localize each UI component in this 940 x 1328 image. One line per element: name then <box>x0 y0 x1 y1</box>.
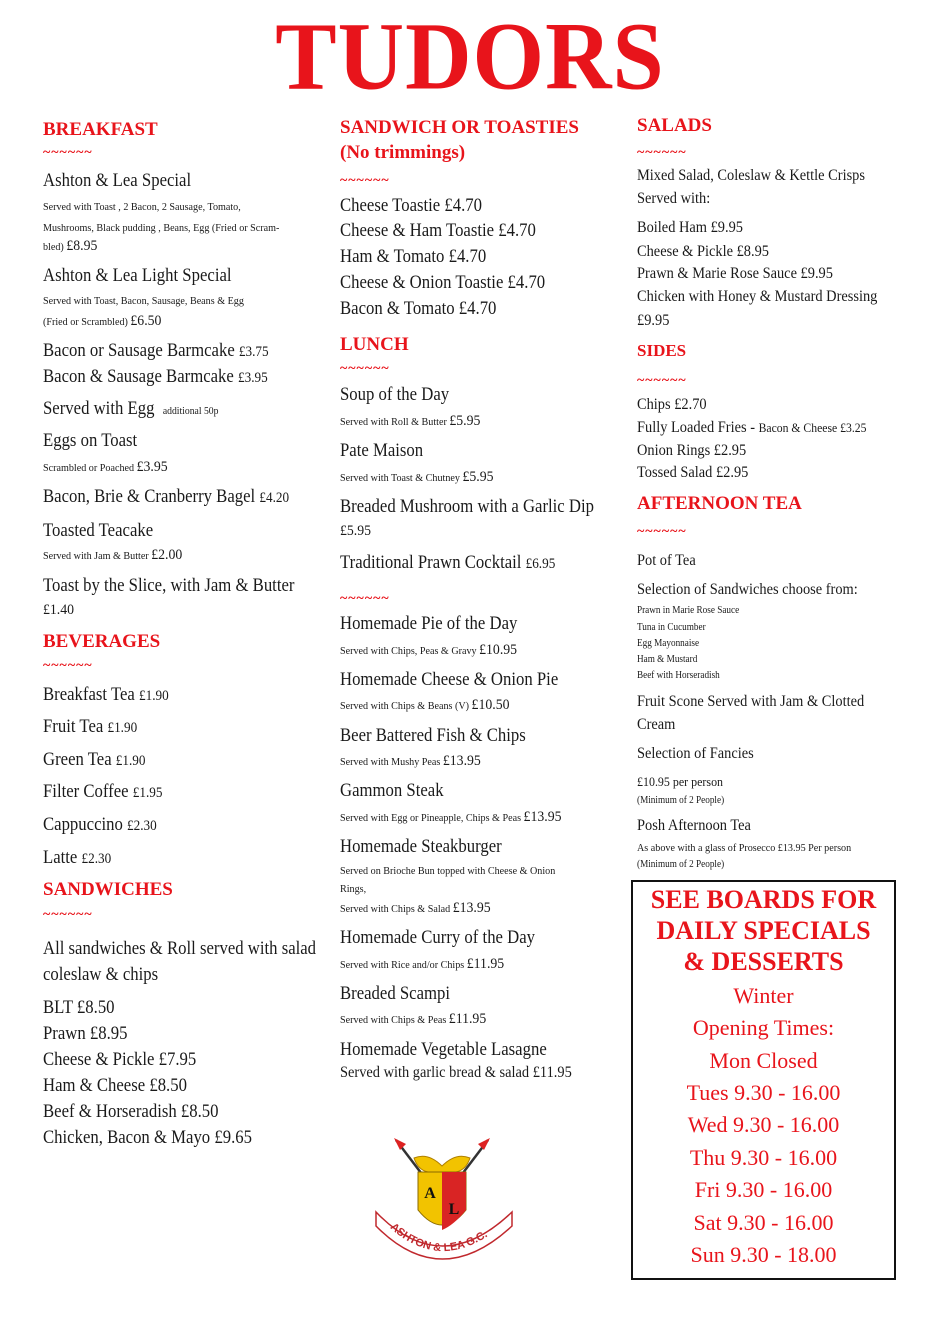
item-name: Bacon, Brie & Cranberry Bagel <box>43 486 256 507</box>
opening-hours: Mon Closed <box>709 1048 818 1073</box>
salads-intro: Mixed Salad, Coleslaw & Kettle Crisps <box>637 167 865 184</box>
item-description-text: Served with Chips & Beans (V) <box>340 700 470 712</box>
breakfast-heading: BREAKFAST <box>43 119 158 140</box>
item-description <box>340 1009 486 1030</box>
sandwich-filling: Ham & Mustard <box>637 654 698 665</box>
item-description <box>340 898 491 919</box>
item-description <box>340 467 494 488</box>
menu-item-name: Pate Maison <box>340 440 424 461</box>
menu-item <box>43 340 269 363</box>
opening-season: Winter <box>733 983 794 1008</box>
item-name: Fruit Tea <box>43 716 108 737</box>
sandwich-filling: Tuna in Cucumber <box>637 622 706 633</box>
menu-item <box>340 552 555 575</box>
beverage-item <box>43 814 157 837</box>
item-price: £3.95 <box>238 370 268 386</box>
menu-item-name: Homemade Vegetable Lasagne <box>340 1039 547 1060</box>
divider: ~~~~~~ <box>340 173 390 188</box>
side-item: Chips £2.70 <box>637 396 707 413</box>
item-price: £6.50 <box>130 313 162 329</box>
item-price-line <box>43 600 74 621</box>
divider: ~~~~~~ <box>43 658 93 673</box>
sandwich-item: Prawn £8.95 <box>43 1023 128 1044</box>
item-price: £8.95 <box>66 238 98 254</box>
side-item <box>637 417 866 439</box>
item-description: Rings, <box>340 883 367 895</box>
logo-letter: L <box>448 1201 460 1218</box>
menu-item-name: Eggs on Toast <box>43 430 138 451</box>
salad-item: Cheese & Pickle £8.95 <box>637 243 769 260</box>
item-description-text: Served with Chips, Peas & Gravy <box>340 645 477 657</box>
item-price: £13.95 <box>452 900 491 916</box>
opening-hours: Wed 9.30 - 16.00 <box>687 1112 840 1137</box>
item-name: Breakfast Tea <box>43 684 135 705</box>
item-description-text: Served with Toast & Chutney <box>340 472 460 484</box>
afternoon-tea-heading: AFTERNOON TEA <box>637 493 802 514</box>
toastie-item: Cheese Toastie £4.70 <box>340 195 483 216</box>
item-description <box>340 807 562 828</box>
tea-item: Posh Afternoon Tea <box>637 817 751 834</box>
menu-item-name: Homemade Steakburger <box>340 836 502 857</box>
divider: ~~~~~~ <box>637 524 687 539</box>
item-description-text: Served with Mushy Peas <box>340 756 441 768</box>
tea-minimum: (Minimum of 2 People) <box>637 795 725 806</box>
side-item: Tossed Salad £2.95 <box>637 464 749 481</box>
opening-hours: Fri 9.30 - 16.00 <box>694 1177 833 1202</box>
sandwiches-intro: All sandwiches & Roll served with salad <box>43 938 317 959</box>
menu-item-name: Homemade Cheese & Onion Pie <box>340 669 559 690</box>
item-price: £10.50 <box>471 697 510 713</box>
sandwich-item: Ham & Cheese £8.50 <box>43 1075 187 1096</box>
divider: ~~~~~~ <box>637 145 687 160</box>
beverage-item <box>43 847 111 870</box>
menu-item-name: Breaded Scampi <box>340 983 451 1004</box>
item-price: £2.00 <box>151 547 183 563</box>
item-price: £13.95 <box>442 753 481 769</box>
specials-box <box>631 880 896 1280</box>
item-description <box>340 954 504 975</box>
item-description <box>43 457 168 478</box>
sandwich-item: Chicken, Bacon & Mayo £9.65 <box>43 1127 252 1148</box>
salad-item: Chicken with Honey & Mustard Dressing <box>637 288 878 305</box>
item-description: Served with Toast, Bacon, Sausage, Beans & Egg <box>43 295 244 307</box>
sides-heading: SIDES <box>637 341 687 360</box>
item-description-text: Served with Egg or Pineapple, Chips & Peas <box>340 812 522 824</box>
specials-line: SEE BOARDS FOR <box>650 885 877 914</box>
logo-banner: ASHTON & LEA G.C. <box>387 1220 490 1255</box>
toastie-item: Bacon & Tomato £4.70 <box>340 298 497 319</box>
item-price: £11.95 <box>448 1011 487 1027</box>
tea-price: £10.95 per person <box>637 774 724 789</box>
salads-heading: SALADS <box>637 115 712 136</box>
sandwich-item: Beef & Horseradish £8.50 <box>43 1101 219 1122</box>
salad-item: Boiled Ham £9.95 <box>637 219 743 236</box>
item-description <box>43 236 97 257</box>
menu-item-name: Ashton & Lea Light Special <box>43 265 232 286</box>
toastie-item: Ham & Tomato £4.70 <box>340 246 487 267</box>
item-price: £1.90 <box>139 688 169 704</box>
item-description <box>340 411 480 432</box>
beverage-item <box>43 749 145 772</box>
item-description: Mushrooms, Black pudding , Beans, Egg (Fried or Scram- <box>43 222 280 234</box>
item-price: £11.95 <box>466 956 505 972</box>
item-name: Filter Coffee <box>43 781 129 802</box>
beverage-item <box>43 684 169 707</box>
menu-item-name: Beer Battered Fish & Chips <box>340 725 526 746</box>
divider: ~~~~~~ <box>637 373 687 388</box>
toastie-item: Cheese & Ham Toastie £4.70 <box>340 220 536 241</box>
menu-item-name: Homemade Curry of the Day <box>340 927 536 948</box>
tea-item: Selection of Fancies <box>637 745 754 762</box>
item-price: £10.95 <box>479 642 518 658</box>
sandwich-filling: Beef with Horseradish <box>637 670 720 681</box>
sandwich-item: BLT £8.50 <box>43 997 115 1018</box>
menu-item-name: Homemade Pie of the Day <box>340 613 518 634</box>
item-price: £13.95 <box>523 809 562 825</box>
sandwich-filling: Prawn in Marie Rose Sauce <box>637 605 740 616</box>
specials-line: DAILY SPECIALS <box>656 916 871 945</box>
opening-hours: Thu 9.30 - 16.00 <box>689 1145 838 1170</box>
item-price: £5.95 <box>449 413 481 429</box>
menu-item <box>43 398 218 422</box>
sandwiches-heading: SANDWICHES <box>43 879 173 900</box>
item-description: Served with Toast , 2 Bacon, 2 Sausage, Tomato, <box>43 201 241 213</box>
item-price: £1.95 <box>132 785 163 801</box>
sandwiches-intro: coleslaw & chips <box>43 964 159 985</box>
item-description-text: Served with Jam & Butter <box>43 550 149 562</box>
tea-item: Selection of Sandwiches choose from: <box>637 581 858 598</box>
menu-item-name: Soup of the Day <box>340 384 450 405</box>
item-description-text: bled) <box>43 241 64 253</box>
item-description: Served on Brioche Bun topped with Cheese & Onion <box>340 865 556 877</box>
item-price: £2.30 <box>81 851 112 867</box>
item-price: £3.75 <box>238 344 269 360</box>
item-price: £3.95 <box>136 459 168 475</box>
beverage-item <box>43 716 137 739</box>
item-name: Green Tea <box>43 749 112 770</box>
item-name: Bacon & Sausage Barmcake <box>43 366 234 387</box>
salad-price: £9.95 <box>637 312 670 329</box>
sandwich-filling: Egg Mayonnaise <box>637 638 700 649</box>
item-description <box>43 311 161 332</box>
item-description-text: Served with Roll & Butter <box>340 416 447 428</box>
item-price: £2.30 <box>127 818 157 834</box>
tea-item: Pot of Tea <box>637 552 696 569</box>
item-name: Traditional Prawn Cocktail <box>340 552 522 573</box>
item-description <box>340 695 509 716</box>
item-name: Served with Egg <box>43 398 155 419</box>
lunch-heading: LUNCH <box>340 334 409 355</box>
item-price: £4.20 <box>259 490 290 506</box>
item-description-text: Served with Chips & Salad <box>340 903 451 915</box>
item-note: additional 50p <box>162 405 219 417</box>
specials-line: & DESSERTS <box>683 947 844 976</box>
tea-description: As above with a glass of Prosecco £13.95 Per person <box>637 842 852 854</box>
menu-item-name: Gammon Steak <box>340 780 444 801</box>
menu-item-name: Ashton & Lea Special <box>43 170 192 191</box>
menu-item-name: Breaded Mushroom with a Garlic Dip <box>340 496 595 517</box>
menu-title: TUDORS <box>275 2 665 110</box>
opening-label: Opening Times: <box>692 1015 835 1040</box>
logo-letter: A <box>424 1185 436 1202</box>
tea-item: Fruit Scone Served with Jam & Clotted <box>637 693 865 710</box>
item-description: Served with garlic bread & salad £11.95 <box>340 1064 572 1081</box>
beverages-heading: BEVERAGES <box>43 631 161 652</box>
opening-hours: Sun 9.30 - 18.00 <box>690 1242 837 1267</box>
opening-hours: Tues 9.30 - 16.00 <box>686 1080 841 1105</box>
item-price: £1.40 <box>43 602 75 618</box>
item-description-text: (Fried or Scrambled) <box>43 316 128 328</box>
item-description-text: Served with Chips & Peas <box>340 1014 447 1026</box>
item-note: Bacon & Cheese £3.25 <box>758 420 867 435</box>
item-description-text: Scrambled or Poached <box>43 462 135 474</box>
golf-club-logo <box>366 1130 516 1280</box>
item-name: Fully Loaded Fries - <box>637 419 755 436</box>
beverage-item <box>43 781 162 804</box>
tea-minimum: (Minimum of 2 People) <box>637 859 725 870</box>
item-price-line <box>340 521 371 542</box>
item-description <box>43 545 182 566</box>
item-price: £1.90 <box>107 720 138 736</box>
salad-item: Prawn & Marie Rose Sauce £9.95 <box>637 265 833 282</box>
menu-item <box>43 366 268 389</box>
divider: ~~~~~~ <box>340 361 390 376</box>
item-price: £6.95 <box>525 556 556 572</box>
item-name: Bacon or Sausage Barmcake <box>43 340 235 361</box>
item-price: £5.95 <box>462 469 494 485</box>
divider: ~~~~~~ <box>340 591 390 606</box>
toasties-heading: SANDWICH OR TOASTIES <box>340 117 579 138</box>
toastie-item: Cheese & Onion Toastie £4.70 <box>340 272 546 293</box>
side-item: Onion Rings £2.95 <box>637 442 747 459</box>
opening-hours: Sat 9.30 - 16.00 <box>693 1210 834 1235</box>
item-name: Latte <box>43 847 78 868</box>
divider: ~~~~~~ <box>43 145 93 160</box>
item-price: £1.90 <box>115 753 146 769</box>
item-price: £5.95 <box>340 523 372 539</box>
sandwich-item: Cheese & Pickle £7.95 <box>43 1049 197 1070</box>
divider: ~~~~~~ <box>43 907 93 922</box>
item-name: Cappuccino <box>43 814 123 835</box>
item-description <box>340 640 517 661</box>
item-description-text: Served with Rice and/or Chips <box>340 959 465 971</box>
toasties-subheading: (No trimmings) <box>340 142 466 163</box>
tea-item: Cream <box>637 716 676 733</box>
menu-item-name: Toast by the Slice, with Jam & Butter <box>43 575 295 596</box>
item-description <box>340 751 481 772</box>
menu-item <box>43 486 289 509</box>
menu-item-name: Toasted Teacake <box>43 520 154 541</box>
salads-intro: Served with: <box>637 190 711 207</box>
